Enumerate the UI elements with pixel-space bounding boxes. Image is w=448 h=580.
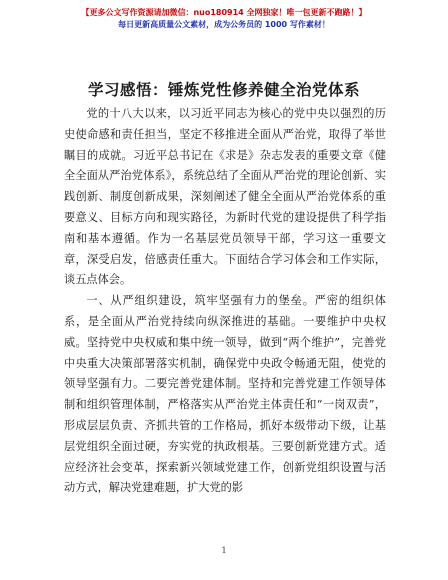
document-body	[64, 104, 386, 499]
document-title: 学习感悟：锤炼党性修养健全治党体系	[87, 81, 360, 99]
banner-line-wechat: 【更多公文写作资源请加微信：nuo180914 全网独家！唯一包更新不跑路！】	[81, 8, 367, 17]
banner-line-daily: 每日更新高质量公文素材，成为公务员的 1000 写作素材！	[118, 20, 330, 29]
paragraph-organization: 一、从严组织建设，筑牢坚强有力的堡垒。严密的组织体系，是全面从严治党持续向纵深推进的基础。一要维护中央权威。坚持党中央权威和集中统一领导，做到“两个维护”，完善党中央重大决策部署落实机制，确保党中央政令畅通无阻，使党的领导坚强有力。二要完善党建体制。坚持和完善党建工作领导体制和组织管理体制，严格落实从严治党主体责任和“一岗双责”，形成层层负责、齐抓共管的工作格局，抓好本级带动下级，让基层党组织全面过硬，夯实党的执政根基。三要创新党建方式。适应经济社会变革，探索新兴领域党建工作，创新党组织设置与活动方式，解决党建难题，扩大党的影	[64, 294, 386, 495]
header-banner	[0, 7, 448, 31]
paragraph-intro: 党的十八大以来，以习近平同志为核心的党中央以强烈的历史使命感和责任担当，坚定不移推进全面从严治党，取得了举世瞩目的成就。习近平总书记在《求是》杂志发表的重要文章《健全全面从严治党体系》，系统总结了全面从严治党的理论创新、实践创新、制度创新成果，深刻阐述了健全全面从严治党体系的重要意义、目标方向和现实路径，为新时代党的建设提供了科学指南和基本遵循。作为一名基层党员领导干部，学习这一重要文章，深受启发，倍感责任重大。下面结合学习体会和工作实际，谈五点体会。	[64, 107, 386, 287]
page-number: 1	[221, 546, 227, 555]
